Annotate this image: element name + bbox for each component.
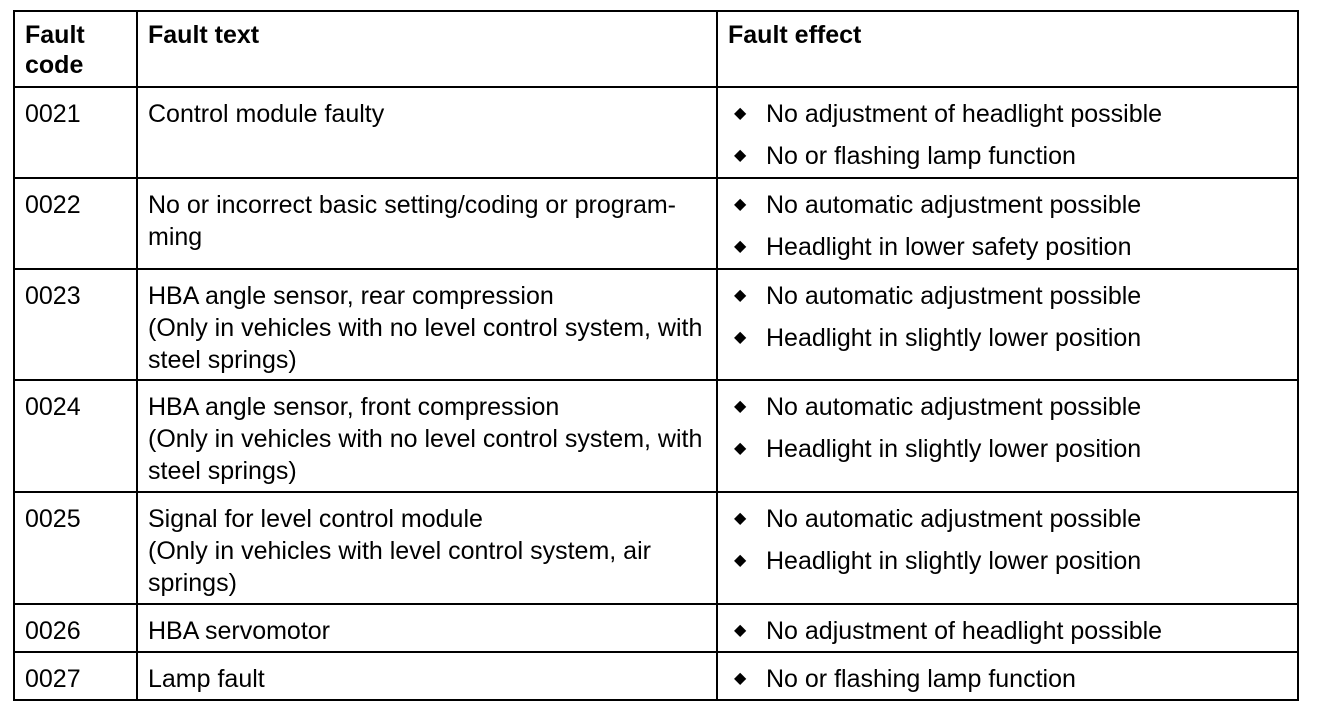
- diamond-bullet-icon: ◆: [734, 622, 747, 639]
- fault-effect-cell: [717, 269, 1298, 380]
- table-header-row: [14, 11, 1298, 87]
- diamond-bullet-icon: ◆: [734, 329, 747, 346]
- fault-effect-text: Headlight in slightly lower position: [766, 435, 1142, 463]
- fault-text-cell: Lamp fault: [137, 652, 717, 700]
- fault-text-cell: HBA angle sensor, rear compression (Only in vehicles with no level control system, with steel springs): [137, 269, 717, 380]
- fault-effect-cell: [717, 178, 1298, 269]
- fault-effect-item: [734, 98, 1287, 130]
- fault-text-cell: HBA angle sensor, front compression (Only in vehicles with no level control system, with steel springs): [137, 380, 717, 492]
- diamond-bullet-icon: ◆: [734, 105, 747, 122]
- fault-code-cell: 0025: [14, 492, 137, 604]
- fault-effect-text: No or flashing lamp function: [766, 665, 1076, 693]
- fault-code-cell: 0022: [14, 178, 137, 269]
- fault-effect-item: [734, 391, 1287, 423]
- fault-effect-cell: [717, 87, 1298, 178]
- fault-code-cell: 0024: [14, 380, 137, 492]
- fault-effect-text: Headlight in lower safety position: [766, 233, 1132, 261]
- fault-effect-item: [734, 140, 1287, 172]
- fault-effect-item: [734, 322, 1287, 354]
- fault-effect-text: No adjustment of headlight possible: [766, 100, 1163, 128]
- diamond-bullet-icon: ◆: [734, 238, 747, 255]
- header-fault-effect: Fault effect: [717, 11, 1298, 87]
- table-row: [14, 380, 1298, 492]
- fault-effect-cell: [717, 652, 1298, 700]
- fault-code-cell: 0027: [14, 652, 137, 700]
- fault-effect-item: [734, 663, 1287, 695]
- header-fault-text: Fault text: [137, 11, 717, 87]
- fault-effect-cell: [717, 604, 1298, 652]
- fault-effect-item: [734, 615, 1287, 647]
- diamond-bullet-icon: ◆: [734, 398, 747, 415]
- diamond-bullet-icon: ◆: [734, 510, 747, 527]
- fault-code-table: [13, 10, 1299, 701]
- fault-effect-text: No adjustment of headlight possible: [766, 617, 1163, 645]
- header-fault-code: Fault code: [14, 11, 137, 87]
- diamond-bullet-icon: ◆: [734, 440, 747, 457]
- fault-effect-text: Headlight in slightly lower position: [766, 324, 1142, 352]
- fault-effect-text: No automatic adjustment possible: [766, 393, 1142, 421]
- table-row: [14, 178, 1298, 269]
- fault-code-cell: 0021: [14, 87, 137, 178]
- table-row: [14, 604, 1298, 652]
- fault-effect-text: No automatic adjustment possible: [766, 191, 1142, 219]
- fault-text-cell: Control module faulty: [137, 87, 717, 178]
- diamond-bullet-icon: ◆: [734, 287, 747, 304]
- fault-text-cell: No or incorrect basic setting/coding or program- ming: [137, 178, 717, 269]
- diamond-bullet-icon: ◆: [734, 147, 747, 164]
- fault-effect-item: [734, 189, 1287, 221]
- table-row: [14, 492, 1298, 604]
- fault-text-cell: Signal for level control module (Only in vehicles with level control system, air springs): [137, 492, 717, 604]
- fault-code-cell: 0023: [14, 269, 137, 380]
- table-row: [14, 87, 1298, 178]
- fault-effect-item: [734, 545, 1287, 577]
- fault-effect-item: [734, 280, 1287, 312]
- diamond-bullet-icon: ◆: [734, 552, 747, 569]
- diamond-bullet-icon: ◆: [734, 196, 747, 213]
- fault-effect-text: No or flashing lamp function: [766, 142, 1076, 170]
- fault-effect-text: Headlight in slightly lower position: [766, 547, 1142, 575]
- fault-effect-item: [734, 433, 1287, 465]
- fault-effect-item: [734, 503, 1287, 535]
- fault-code-cell: 0026: [14, 604, 137, 652]
- fault-text-cell: HBA servomotor: [137, 604, 717, 652]
- fault-effect-text: No automatic adjustment possible: [766, 282, 1142, 310]
- table-row: [14, 269, 1298, 380]
- fault-effect-cell: [717, 492, 1298, 604]
- diamond-bullet-icon: ◆: [734, 670, 747, 687]
- fault-effect-item: [734, 231, 1287, 263]
- fault-effect-cell: [717, 380, 1298, 492]
- table-body: [14, 87, 1298, 700]
- table-row: [14, 652, 1298, 700]
- fault-effect-text: No automatic adjustment possible: [766, 505, 1142, 533]
